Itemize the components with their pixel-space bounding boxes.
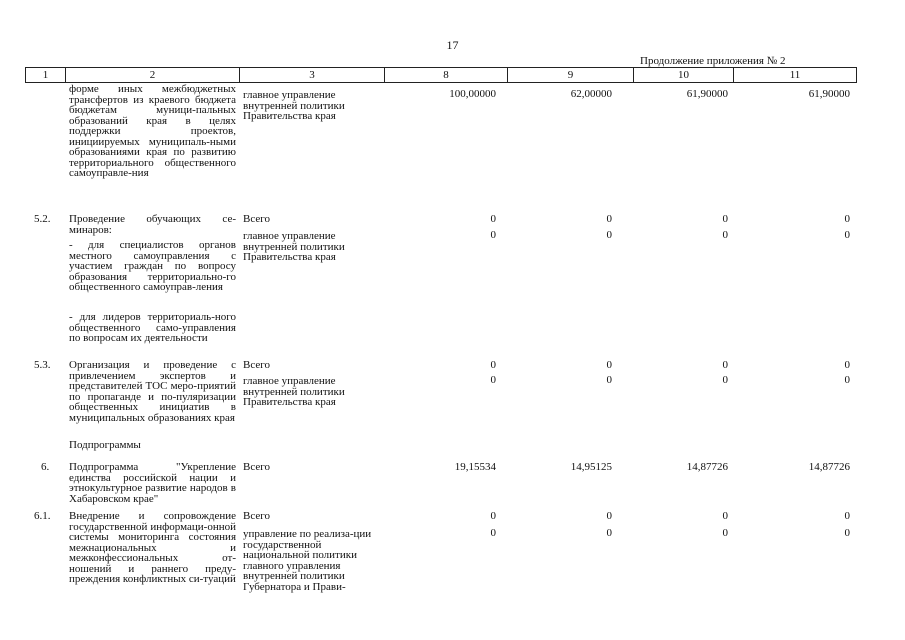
row-5-3-total-label: Всего xyxy=(243,359,270,371)
row-5-2-total-label: Всего xyxy=(243,213,270,225)
row-5-2-total-col9: 0 xyxy=(606,213,612,225)
row-5-2-sub-col11: 0 xyxy=(844,229,850,241)
row-5-3-number: 5.3. xyxy=(34,359,51,371)
row-6-1-total-col10: 0 xyxy=(722,510,728,522)
row-5-2-description-title: Проведение обучающих се-минаров: xyxy=(69,213,236,236)
row-6-1-sub-col9: 0 xyxy=(606,527,612,539)
cont-value-col10: 61,90000 xyxy=(686,88,728,100)
row-5-3-total-col8: 0 xyxy=(490,359,496,371)
row-6-1-number: 6.1. xyxy=(34,510,51,522)
header-col-10: 10 xyxy=(634,68,734,82)
row-5-3-sub-col10: 0 xyxy=(722,374,728,386)
table-header-row xyxy=(25,67,857,83)
row-5-3-sub-col9: 0 xyxy=(606,374,612,386)
appendix-caption: Продолжение приложения № 2 xyxy=(640,55,786,67)
row-5-2-sub-col9: 0 xyxy=(606,229,612,241)
page-number: 17 xyxy=(446,38,459,52)
section-subprograms-heading: Подпрограммы xyxy=(69,439,141,451)
row-6-1-total-col11: 0 xyxy=(844,510,850,522)
row-6-total-col10: 14,87726 xyxy=(686,461,728,473)
row-5-3-sub-col11: 0 xyxy=(844,374,850,386)
row-5-3-total-col10: 0 xyxy=(722,359,728,371)
cont-value-col9: 62,00000 xyxy=(570,88,612,100)
row-6-1-sub-col10: 0 xyxy=(722,527,728,539)
header-col-8: 8 xyxy=(385,68,508,82)
row-6-total-col9: 14,95125 xyxy=(570,461,612,473)
row-6-total-col8: 19,15534 xyxy=(454,461,496,473)
row-5-2-total-col8: 0 xyxy=(490,213,496,225)
row-6-total-label: Всего xyxy=(243,461,270,473)
cont-description: форме иных межбюджетных трансфертов из краевого бюджета бюджетам муници-пальных образований края в целях поддержки проектов, инициируемых муниципаль-ными образованиями края по развитию территориального общественного самоуправле-ния xyxy=(69,83,236,179)
cont-executor: главное управление внутренней политики Правительства края xyxy=(243,89,345,122)
row-6-description: Подпрограмма "Укрепление единства российской нации и этнокультурное развитие народов в Хабаровском крае" xyxy=(69,461,236,505)
row-6-1-sub-col8: 0 xyxy=(490,527,496,539)
row-6-1-description: Внедрение и сопровождение государственной информаци-онной системы мониторинга состояния межнациональных и межконфессиональных от-ношений и раннего преду-преждения конфликтных си-туаций xyxy=(69,510,236,585)
row-5-2-description-leaders: - для лидеров территориаль-ного общественного само-управления по вопросам их деятельности xyxy=(69,311,236,344)
header-col-3: 3 xyxy=(240,68,385,82)
header-col-9: 9 xyxy=(508,68,634,82)
row-5-2-total-col10: 0 xyxy=(722,213,728,225)
header-col-1: 1 xyxy=(26,68,66,82)
row-6-1-sub-col11: 0 xyxy=(844,527,850,539)
row-5-2-executor: главное управление внутренней политики Правительства края xyxy=(243,230,345,263)
row-6-1-total-label: Всего xyxy=(243,510,270,522)
row-5-2-sub-col10: 0 xyxy=(722,229,728,241)
row-6-1-total-col8: 0 xyxy=(490,510,496,522)
row-5-3-total-col11: 0 xyxy=(844,359,850,371)
row-5-3-total-col9: 0 xyxy=(606,359,612,371)
row-5-2-sub-col8: 0 xyxy=(490,229,496,241)
row-6-number: 6. xyxy=(41,461,50,473)
header-col-2: 2 xyxy=(66,68,240,82)
row-5-3-sub-col8: 0 xyxy=(490,374,496,386)
header-col-11: 11 xyxy=(789,69,801,81)
row-5-3-description: Организация и проведение с привлечением экспертов и представителей ТОС меро-приятий по пропаганде и по-пуляризации общественных инициатив в муниципальных образованиях края xyxy=(69,359,236,424)
row-5-2-number: 5.2. xyxy=(34,213,51,225)
row-6-1-executor: управление по реализа-ции государственной национальной политики главного управления внутренней политики Губернатора и Прави- xyxy=(243,528,372,593)
row-5-2-total-col11: 0 xyxy=(844,213,850,225)
row-5-2-description-specialists: - для специалистов органов местного самоуправления с участием граждан по вопросу образования территориально-го общественного самоуправ-ления xyxy=(69,239,236,293)
row-6-1-total-col9: 0 xyxy=(606,510,612,522)
row-5-3-executor: главное управление внутренней политики Правительства края xyxy=(243,375,345,408)
cont-value-col11: 61,90000 xyxy=(808,88,850,100)
row-6-total-col11: 14,87726 xyxy=(808,461,850,473)
cont-value-col8: 100,00000 xyxy=(449,88,496,100)
